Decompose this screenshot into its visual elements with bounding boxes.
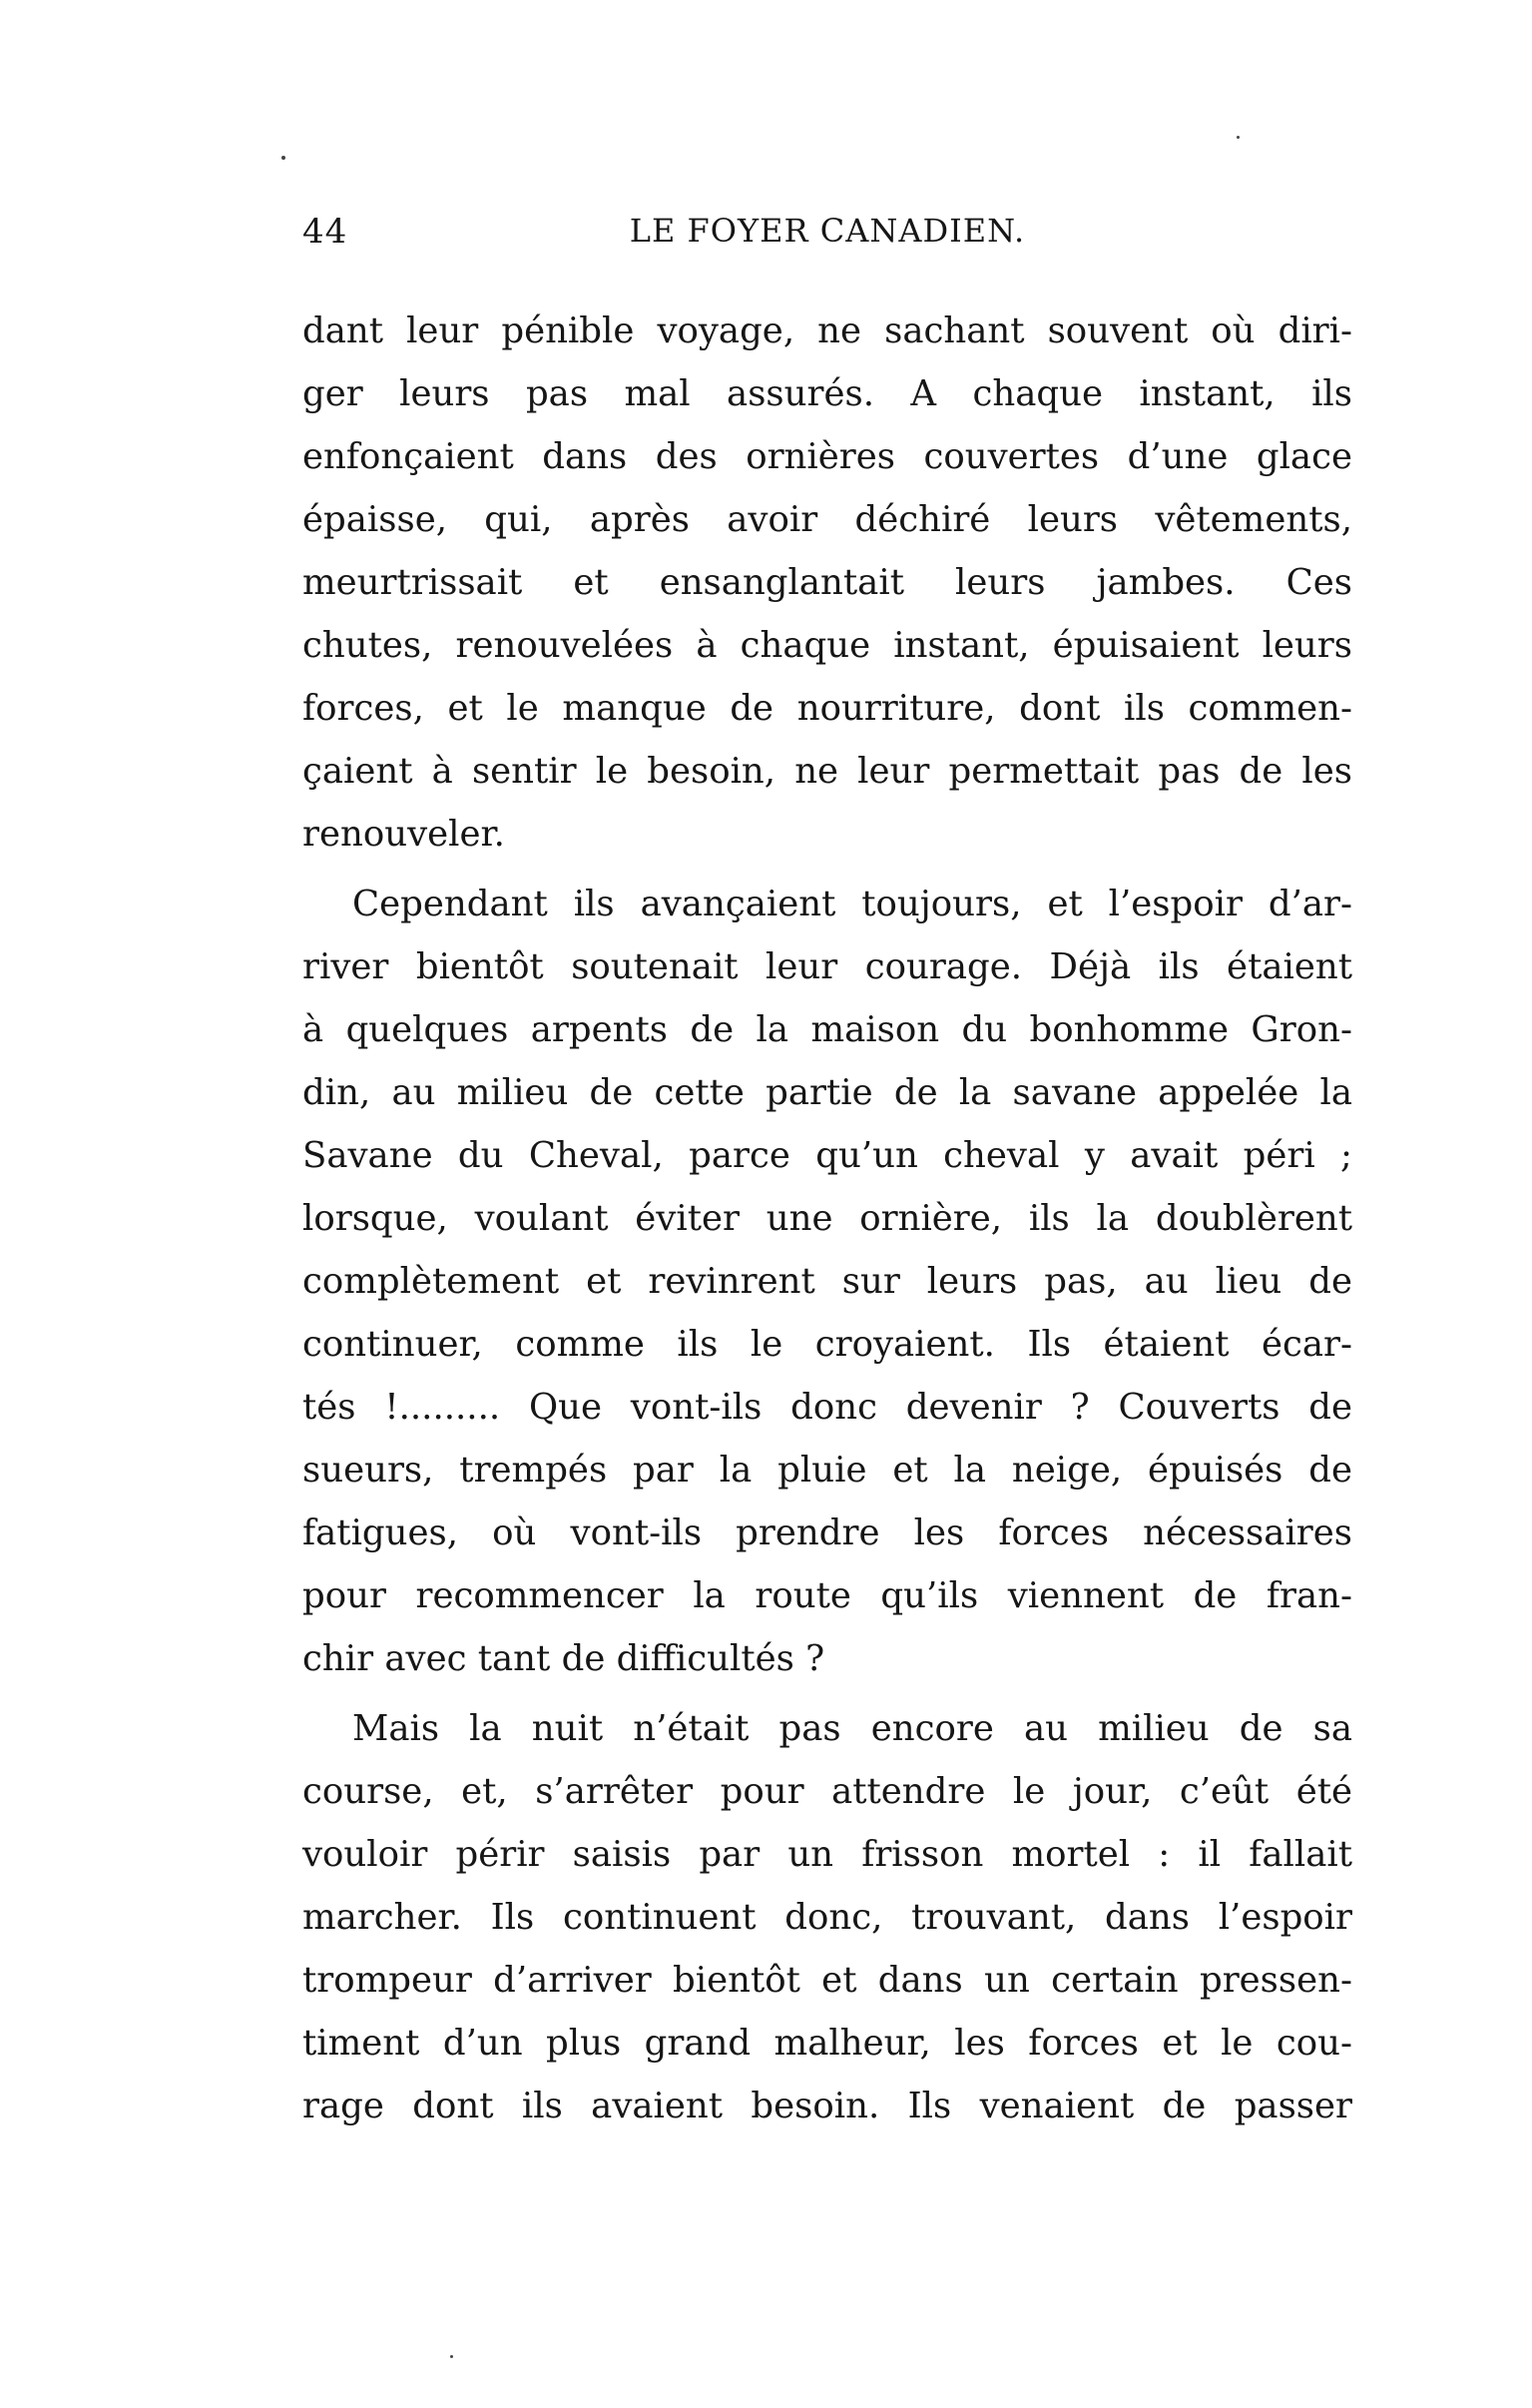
text-line: timent d’un plus grand malheur, les forces et le cou- [302,2023,1352,2064]
text-line: complètement et revinrent sur leurs pas, au lieu de [302,1261,1352,1302]
text-line: ger leurs pas mal assurés. A chaque instant, ils [302,373,1352,414]
text-line: dant leur pénible voyage, ne sachant souvent où diri- [302,310,1352,351]
paper-speck [1237,136,1240,139]
text-line: chir avec tant de difficultés ? [302,1638,825,1679]
text-line: river bientôt soutenait leur courage. Déjà ils étaient [302,946,1352,987]
text-line: épaisse, qui, après avoir déchiré leurs vêtements, [302,499,1352,540]
text-line: Savane du Cheval, parce qu’un cheval y avait péri ; [302,1135,1352,1176]
text-line: rage dont ils avaient besoin. Ils venaient de passer [302,2086,1352,2126]
text-line: din, au milieu de cette partie de la savane appelée la [302,1072,1352,1113]
text-line: Cependant ils avançaient toujours, et l’espoir d’ar- [352,884,1352,924]
paragraph [302,1697,1352,2137]
paragraph [302,300,1352,866]
text-line: Mais la nuit n’était pas encore au milieu de sa [352,1708,1352,1749]
text-line: course, et, s’arrêter pour attendre le jour, c’eût été [302,1771,1352,1812]
text-line: chutes, renouvelées à chaque instant, épuisaient leurs [302,625,1352,666]
paper-speck [450,2355,453,2358]
paper-speck [281,156,285,160]
running-head [302,212,1352,264]
text-line: fatigues, où vont-ils prendre les forces nécessaires [302,1512,1352,1553]
paragraph [302,873,1352,1690]
paragraph-gap [302,866,1352,873]
text-line: continuer, comme ils le croyaient. Ils étaient écar- [302,1324,1352,1365]
text-line: marcher. Ils continuent donc, trouvant, dans l’espoir [302,1897,1352,1938]
running-title: LE FOYER CANADIEN. [629,212,1026,250]
text-line: renouveler. [302,814,505,855]
text-line: pour recommencer la route qu’ils viennent de fran- [302,1575,1352,1616]
text-line: à quelques arpents de la maison du bonhomme Gron- [302,1009,1352,1050]
text-line: meurtrissait et ensanglantait leurs jambes. Ces [302,562,1352,603]
text-line: forces, et le manque de nourriture, dont ils commen- [302,688,1352,729]
text-line: vouloir périr saisis par un frisson mortel : il fallait [302,1834,1352,1875]
text-line: enfonçaient dans des ornières couvertes d’une glace [302,436,1352,477]
text-line: çaient à sentir le besoin, ne leur permettait pas de les [302,751,1352,792]
text-line: sueurs, trempés par la pluie et la neige, épuisés de [302,1450,1352,1491]
text-line: lorsque, voulant éviter une ornière, ils la doublèrent [302,1198,1352,1239]
text-line: tés !......... Que vont-ils donc devenir ? Couverts de [302,1387,1352,1428]
page-number: 44 [302,212,348,252]
text-line: trompeur d’arriver bientôt et dans un certain pressen- [302,1960,1352,2001]
text-body [302,300,1352,2137]
paragraph-gap [302,1690,1352,1697]
